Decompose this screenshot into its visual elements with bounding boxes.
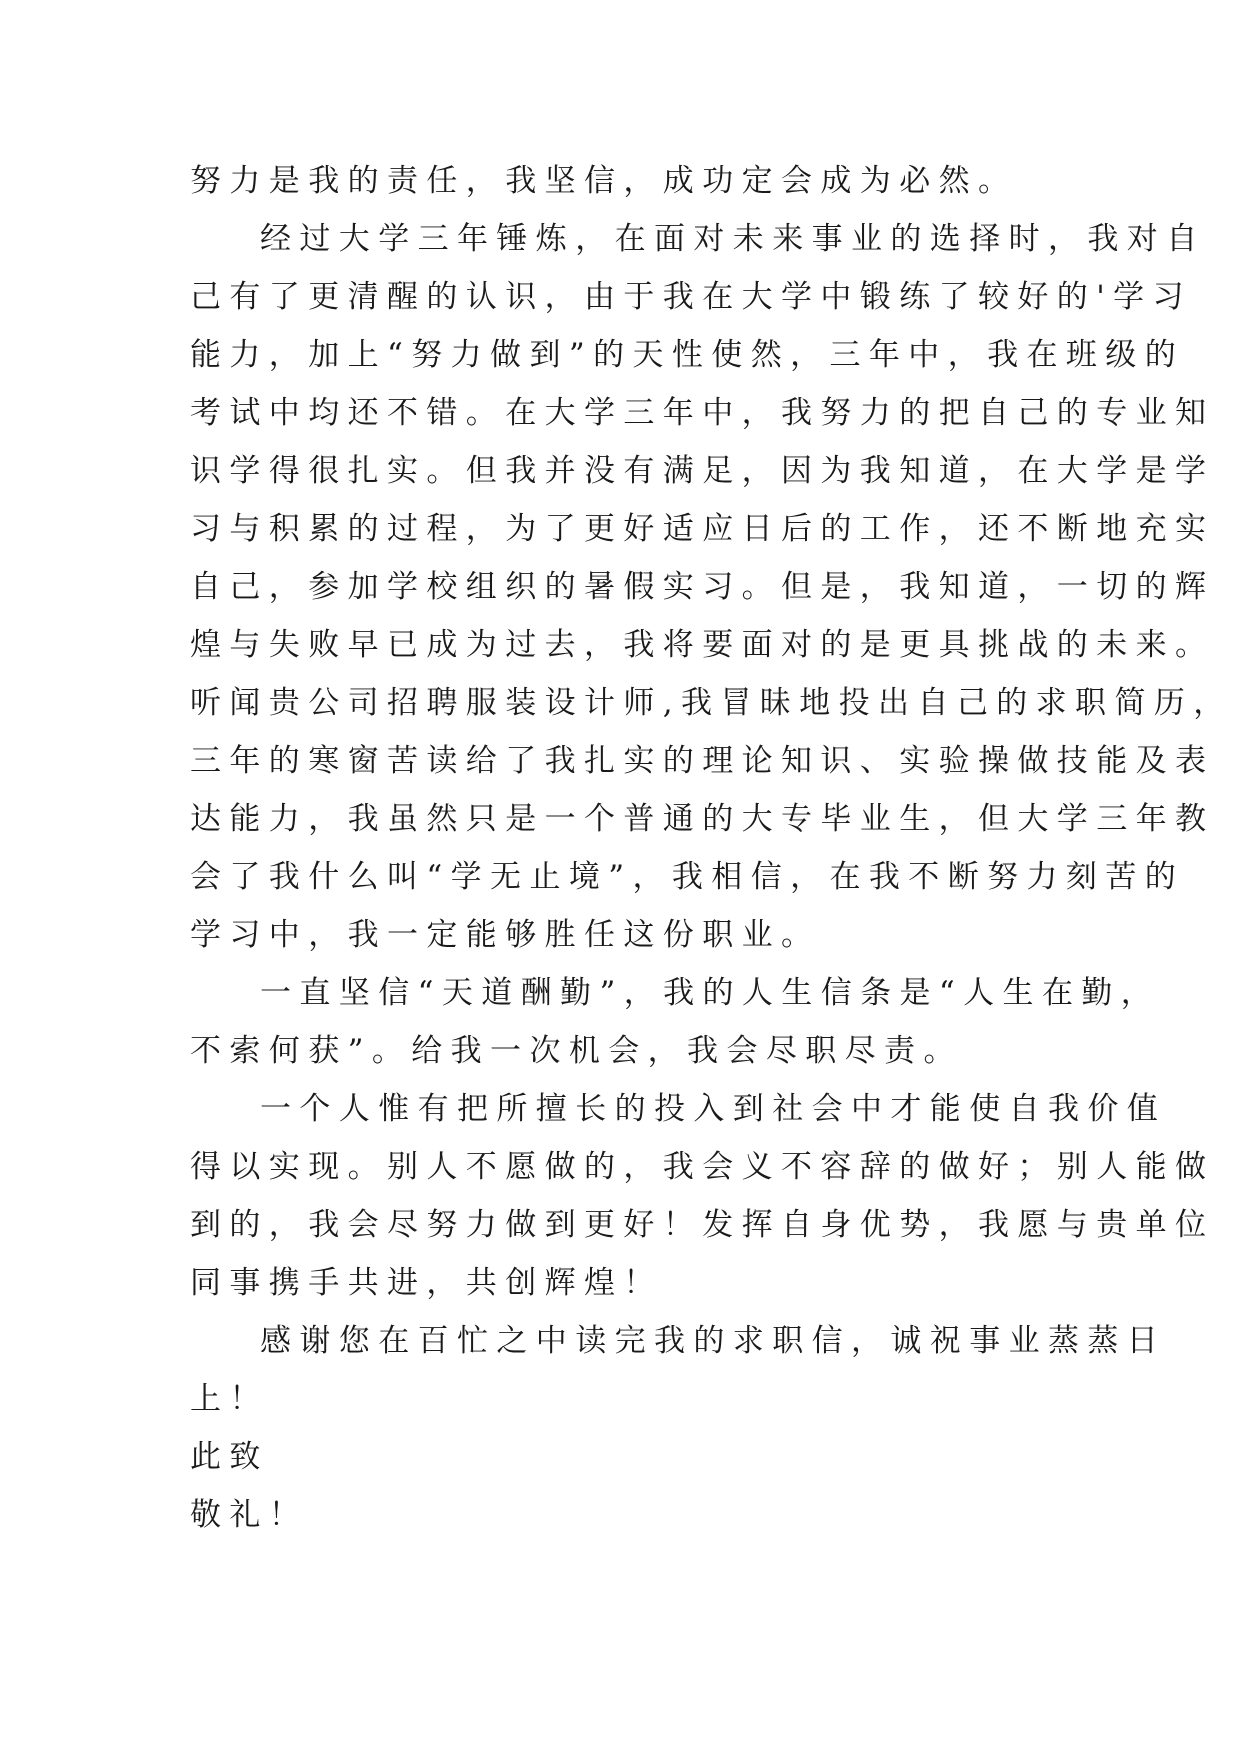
text-line: 不索何获”。给我一次机会，我会尽职尽责。 (190, 1033, 963, 1069)
closing-regards: 敬礼！ (190, 1497, 309, 1533)
text-line: 一直坚信“天道酬勤”，我的人生信条是“人生在勤， (260, 975, 1161, 1011)
text-line: 学习中，我一定能够胜任这份职业。 (190, 917, 821, 953)
text-line: 能力，加上“努力做到”的天性使然，三年中，我在班级的 (190, 337, 1185, 373)
closing-salutation: 此致 (190, 1439, 269, 1475)
text-line: 三年的寒窗苦读给了我扎实的理论知识、实验操做技能及表 (190, 743, 1215, 779)
letter-body (190, 152, 1233, 1544)
text-line: 听闻贵公司招聘服装设计师,我冒昧地投出自己的求职简历， (190, 685, 1233, 721)
text-line: 考试中均还不错。在大学三年中，我努力的把自己的专业知 (190, 395, 1215, 431)
text-line: 经过大学三年锤炼，在面对未来事业的选择时，我对自 (260, 221, 1206, 257)
text-line: 达能力，我虽然只是一个普通的大专毕业生，但大学三年教 (190, 801, 1215, 837)
text-line: 努力是我的责任，我坚信，成功定会成为必然。 (190, 163, 1018, 199)
text-line: 一个人惟有把所擅长的投入到社会中才能使自我价值 (260, 1091, 1167, 1127)
text-line: 会了我什么叫“学无止境”，我相信，在我不断努力刻苦的 (190, 859, 1185, 895)
text-line: 感谢您在百忙之中读完我的求职信，诚祝事业蒸蒸日 (260, 1323, 1167, 1359)
text-line: 识学得很扎实。但我并没有满足，因为我知道，在大学是学 (190, 453, 1215, 489)
text-line: 己有了更清醒的认识，由于我在大学中锻练了较好的'学习 (190, 279, 1192, 315)
text-line: 自己，参加学校组织的暑假实习。但是，我知道，一切的辉 (190, 569, 1215, 605)
text-line: 煌与失败早已成为过去，我将要面对的是更具挑战的未来。 (190, 627, 1215, 663)
text-line: 习与积累的过程，为了更好适应日后的工作，还不断地充实 (190, 511, 1215, 547)
text-line: 到的，我会尽努力做到更好！发挥自身优势，我愿与贵单位 (190, 1207, 1215, 1243)
text-line: 上！ (190, 1381, 269, 1417)
text-line: 同事携手共进，共创辉煌！ (190, 1265, 663, 1301)
text-line: 得以实现。别人不愿做的，我会义不容辞的做好；别人能做 (190, 1149, 1215, 1185)
